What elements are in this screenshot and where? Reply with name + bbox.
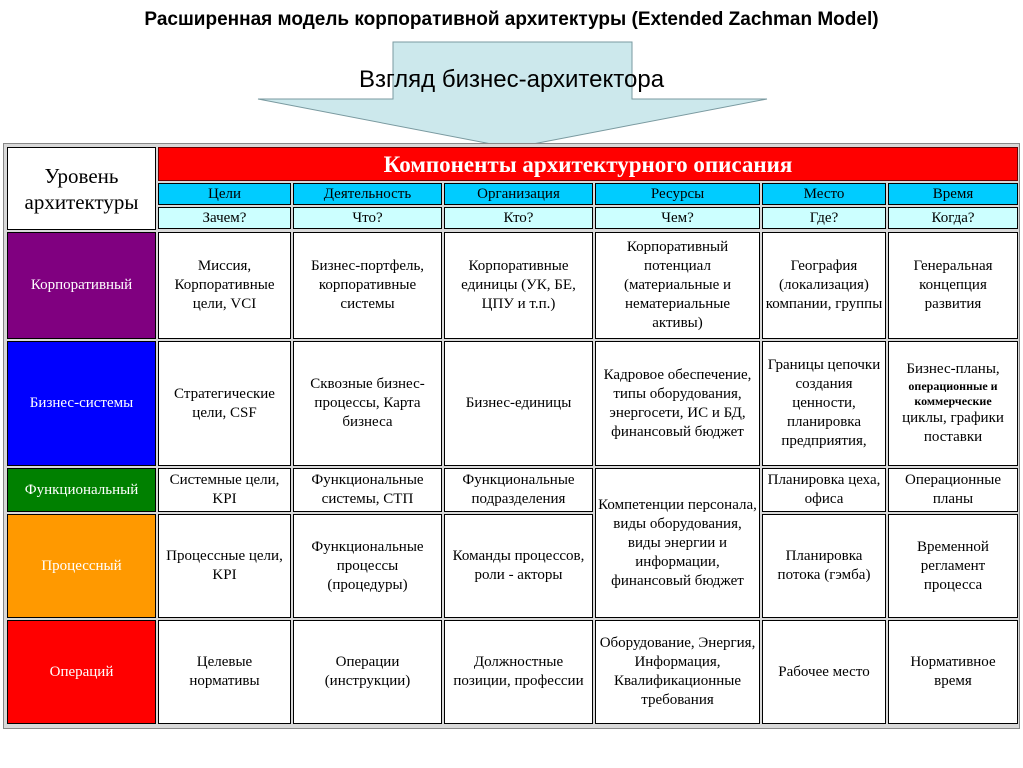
cell-corporate-time: Генеральная концепция развития bbox=[888, 232, 1018, 339]
cell-corporate-place: География (локализация) компании, группы bbox=[762, 232, 886, 339]
cell-corporate-resources: Корпоративный потенциал (материальные и нематериальные активы) bbox=[595, 232, 760, 339]
column-header-time: Время bbox=[888, 183, 1018, 205]
cell-operations-goals: Целевые нормативы bbox=[158, 620, 291, 724]
cell-process-place: Планировка потока (гэмба) bbox=[762, 514, 886, 618]
row-label-business-systems: Бизнес-системы bbox=[7, 341, 156, 466]
cell-functional-resources: Компетенции персонала, виды оборудования, виды энергии и информации, финансовый бюджет bbox=[595, 468, 760, 618]
column-header-place: Место bbox=[762, 183, 886, 205]
column-question-resources: Чем? bbox=[595, 207, 760, 229]
cell-corporate-activity: Бизнес-портфель, корпоративные системы bbox=[293, 232, 442, 339]
cell-business-organization: Бизнес-единицы bbox=[444, 341, 593, 466]
column-question-time: Когда? bbox=[888, 207, 1018, 229]
cell-business-place: Границы цепочки создания ценности, планировка предприятия, bbox=[762, 341, 886, 466]
column-question-activity: Что? bbox=[293, 207, 442, 229]
components-header: Компоненты архитектурного описания bbox=[158, 147, 1018, 181]
column-header-organization: Организация bbox=[444, 183, 593, 205]
column-header-resources: Ресурсы bbox=[595, 183, 760, 205]
column-header-activity: Деятельность bbox=[293, 183, 442, 205]
cell-operations-activity: Операции (инструкции) bbox=[293, 620, 442, 724]
cell-functional-organization: Функциональные подразделения bbox=[444, 468, 593, 512]
cell-operations-time: Нормативное время bbox=[888, 620, 1018, 724]
cell-business-activity: Сквозные бизнес-процессы, Карта бизнеса bbox=[293, 341, 442, 466]
cell-operations-place: Рабочее место bbox=[762, 620, 886, 724]
cell-business-time bbox=[888, 341, 1018, 466]
row-label-corporate: Корпоративный bbox=[7, 232, 156, 339]
cell-operations-resources: Оборудование, Энергия, Информация, Квалификационные требования bbox=[595, 620, 760, 724]
cell-process-goals: Процессные цели, KPI bbox=[158, 514, 291, 618]
cell-process-activity: Функциональные процессы (процедуры) bbox=[293, 514, 442, 618]
cell-operations-organization: Должностные позиции, профессии bbox=[444, 620, 593, 724]
cell-corporate-organization: Корпоративные единицы (УК, БЕ, ЦПУ и т.п.) bbox=[444, 232, 593, 339]
cell-business-time-small: операционные и коммерческие bbox=[908, 379, 998, 408]
cell-business-goals: Стратегические цели, CSF bbox=[158, 341, 291, 466]
page-title: Расширенная модель корпоративной архитектуры (Extended Zachman Model) bbox=[144, 9, 879, 30]
cell-corporate-goals: Миссия, Корпоративные цели, VCI bbox=[158, 232, 291, 339]
cell-business-time-head: Бизнес-планы, bbox=[906, 361, 1000, 377]
column-question-place: Где? bbox=[762, 207, 886, 229]
cell-business-resources: Кадровое обеспечение, типы оборудования, энергосети, ИС и БД, финансовый бюджет bbox=[595, 341, 760, 466]
column-question-goals: Зачем? bbox=[158, 207, 291, 229]
cell-functional-time: Операционные планы bbox=[888, 468, 1018, 512]
level-header: Уровень архитектуры bbox=[7, 147, 156, 230]
column-question-organization: Кто? bbox=[444, 207, 593, 229]
cell-process-organization: Команды процессов, роли - акторы bbox=[444, 514, 593, 618]
row-label-functional: Функциональный bbox=[7, 468, 156, 512]
cell-business-time-tail: циклы, графики поставки bbox=[902, 410, 1004, 445]
column-header-goals: Цели bbox=[158, 183, 291, 205]
cell-functional-goals: Системные цели, KPI bbox=[158, 468, 291, 512]
row-label-process: Процессный bbox=[7, 514, 156, 618]
cell-functional-place: Планировка цеха, офиса bbox=[762, 468, 886, 512]
row-label-operations: Операций bbox=[7, 620, 156, 724]
arrow-label: Взгляд бизнес-архитектора bbox=[358, 66, 665, 93]
cell-functional-activity: Функциональные системы, СТП bbox=[293, 468, 442, 512]
cell-process-time: Временной регламент процесса bbox=[888, 514, 1018, 618]
